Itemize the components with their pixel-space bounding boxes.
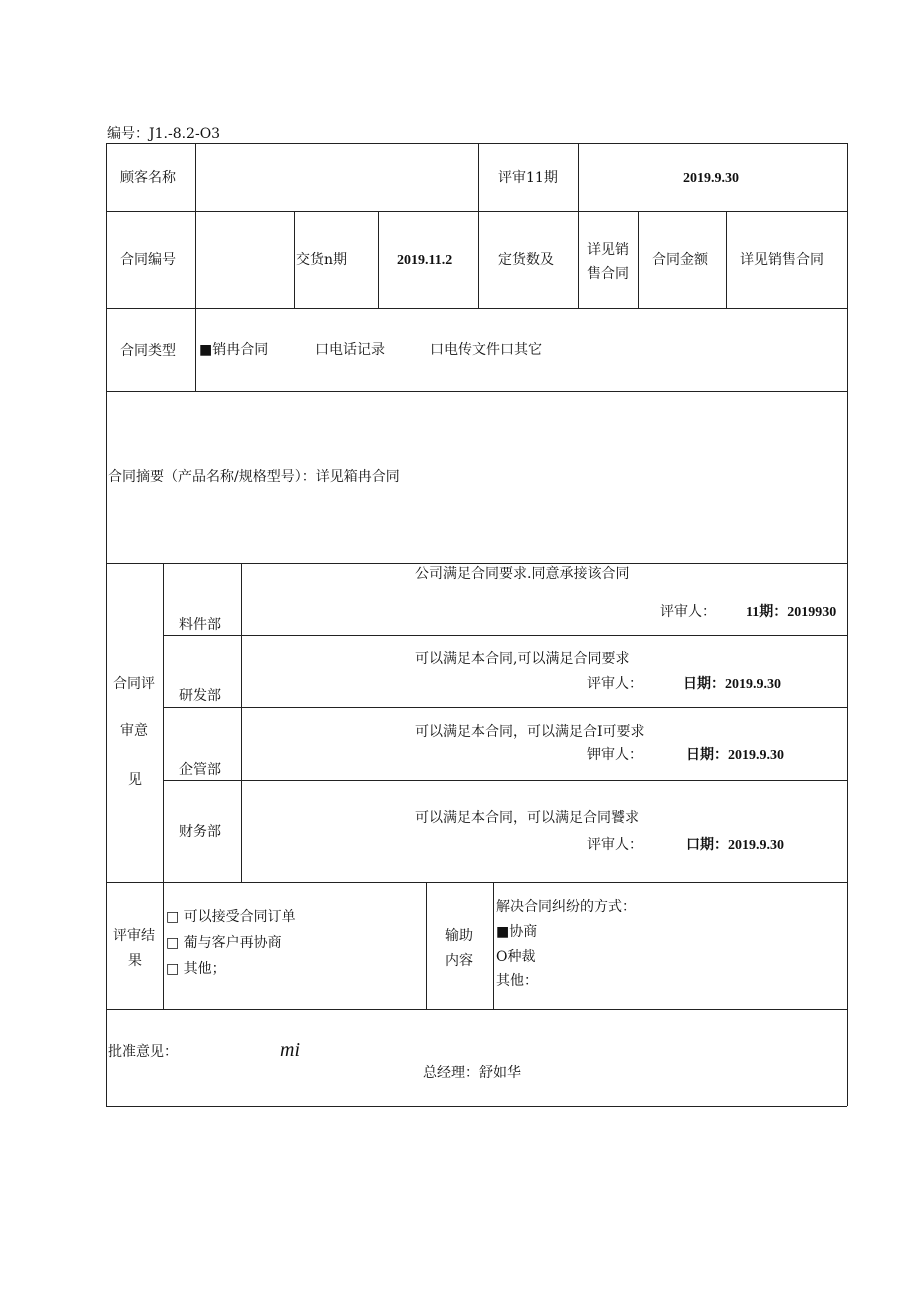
row-divider bbox=[106, 211, 847, 212]
col-divider bbox=[478, 211, 479, 308]
dept-rnd-date: 日期：2019.9.30 bbox=[683, 677, 781, 692]
col-divider bbox=[726, 211, 727, 308]
dept-materials-opinion: 公司满足合同要求.同意承接该合同 bbox=[415, 566, 630, 582]
result-option-other[interactable]: □ 其他； bbox=[166, 961, 226, 977]
col-divider bbox=[378, 211, 379, 308]
general-manager: 总经理：舒如华 bbox=[423, 1065, 521, 1081]
review-date-value: 2019.9.30 bbox=[683, 171, 739, 186]
dept-finance-reviewer: 评审人： bbox=[587, 837, 643, 853]
dispute-option-arbitration: O种裁 bbox=[496, 949, 536, 965]
dispute-option-negotiate: ■协商 bbox=[496, 924, 538, 940]
col-divider bbox=[163, 563, 164, 882]
row-divider bbox=[106, 563, 847, 564]
dept-management-reviewer: 钾审人： bbox=[587, 747, 643, 763]
dept-rnd-opinion: 可以满足本合同,可以满足合同要求 bbox=[415, 651, 630, 667]
review-result-label-line2: 果 bbox=[128, 953, 142, 969]
dispute-title: 解决合同纠纷的方式： bbox=[496, 899, 636, 915]
result-option-renegotiate[interactable]: □ 葡与客户再协商 bbox=[166, 935, 282, 951]
quantity-label: 定货数及 bbox=[498, 252, 554, 268]
row-divider bbox=[106, 391, 847, 392]
row-divider bbox=[163, 635, 847, 636]
quantity-value-line1: 详见销 bbox=[587, 242, 629, 258]
col-divider bbox=[493, 882, 494, 1009]
contract-summary: 合同摘要（产品名称/规格型号）：详见箱冉合同 bbox=[108, 469, 400, 485]
dept-finance-date: 口期：2019.9.30 bbox=[686, 838, 784, 853]
quantity-value-line2: 售合同 bbox=[587, 266, 629, 282]
delivery-label: 交货n期 bbox=[296, 252, 348, 268]
table-border-top bbox=[106, 143, 847, 144]
row-divider bbox=[163, 780, 847, 781]
dept-management-opinion: 可以满足本合同，可以满足合I可要求 bbox=[415, 724, 645, 740]
approval-label: 批准意见： bbox=[108, 1044, 178, 1060]
doc-number bbox=[107, 127, 220, 141]
col-divider bbox=[578, 211, 579, 308]
col-divider bbox=[195, 308, 196, 391]
amount-value: 详见销售合同 bbox=[740, 252, 824, 268]
dispute-option-other: 其他： bbox=[496, 973, 538, 989]
delivery-value: 2019.11.2 bbox=[397, 253, 453, 268]
aux-content-label-line1: 输助 bbox=[445, 928, 473, 944]
review-date-label: 评审11期 bbox=[498, 170, 558, 186]
signature-mark: mi bbox=[280, 1039, 300, 1061]
dept-rnd: 研发部 bbox=[179, 688, 221, 704]
dept-materials-date: 11期：2019930 bbox=[746, 605, 837, 620]
review-result-label-line1: 评审结 bbox=[113, 928, 155, 944]
table-border-right bbox=[847, 143, 848, 1106]
table-border-bottom bbox=[106, 1106, 847, 1107]
col-divider bbox=[241, 563, 242, 882]
dept-materials-reviewer: 评审人： bbox=[660, 604, 716, 620]
col-divider bbox=[426, 882, 427, 1009]
contract-no-label: 合同编号 bbox=[120, 252, 176, 268]
col-divider bbox=[578, 143, 579, 211]
contract-type-option-sales: ■销冉合同 bbox=[199, 342, 269, 358]
dept-rnd-reviewer: 评审人： bbox=[587, 676, 643, 692]
customer-label: 顾客名称 bbox=[120, 170, 176, 186]
dept-materials: 料件部 bbox=[179, 617, 221, 633]
review-opinion-label-line2: 审意 bbox=[120, 723, 148, 739]
row-divider bbox=[106, 1009, 847, 1010]
col-divider bbox=[163, 882, 164, 1009]
contract-type-option-fax-other: 口电传文件口其它 bbox=[430, 342, 542, 358]
col-divider bbox=[294, 211, 295, 308]
dept-finance-opinion: 可以满足本合同，可以满足合同饕求 bbox=[415, 810, 639, 826]
col-divider bbox=[195, 211, 196, 308]
dept-management: 企管部 bbox=[179, 762, 221, 778]
dept-finance: 财务部 bbox=[179, 824, 221, 840]
review-opinion-label-line1: 合同评 bbox=[113, 676, 155, 692]
contract-type-option-phone: 口电话记录 bbox=[315, 342, 385, 358]
col-divider bbox=[195, 143, 196, 211]
dept-management-date: 日期：2019.9.30 bbox=[686, 748, 784, 763]
review-opinion-label-line3: 见 bbox=[128, 772, 142, 788]
col-divider bbox=[638, 211, 639, 308]
amount-label: 合同金额 bbox=[652, 252, 708, 268]
result-option-accept[interactable]: □ 可以接受合同订单 bbox=[166, 909, 296, 925]
row-divider bbox=[163, 707, 847, 708]
contract-type-label: 合同类型 bbox=[120, 343, 176, 359]
row-divider bbox=[106, 308, 847, 309]
table-border-left bbox=[106, 143, 107, 1106]
aux-content-label-line2: 内容 bbox=[445, 953, 473, 969]
row-divider bbox=[106, 882, 847, 883]
col-divider bbox=[478, 143, 479, 211]
doc-number-text: 编号：J1.-8.2-O3 bbox=[107, 126, 221, 142]
